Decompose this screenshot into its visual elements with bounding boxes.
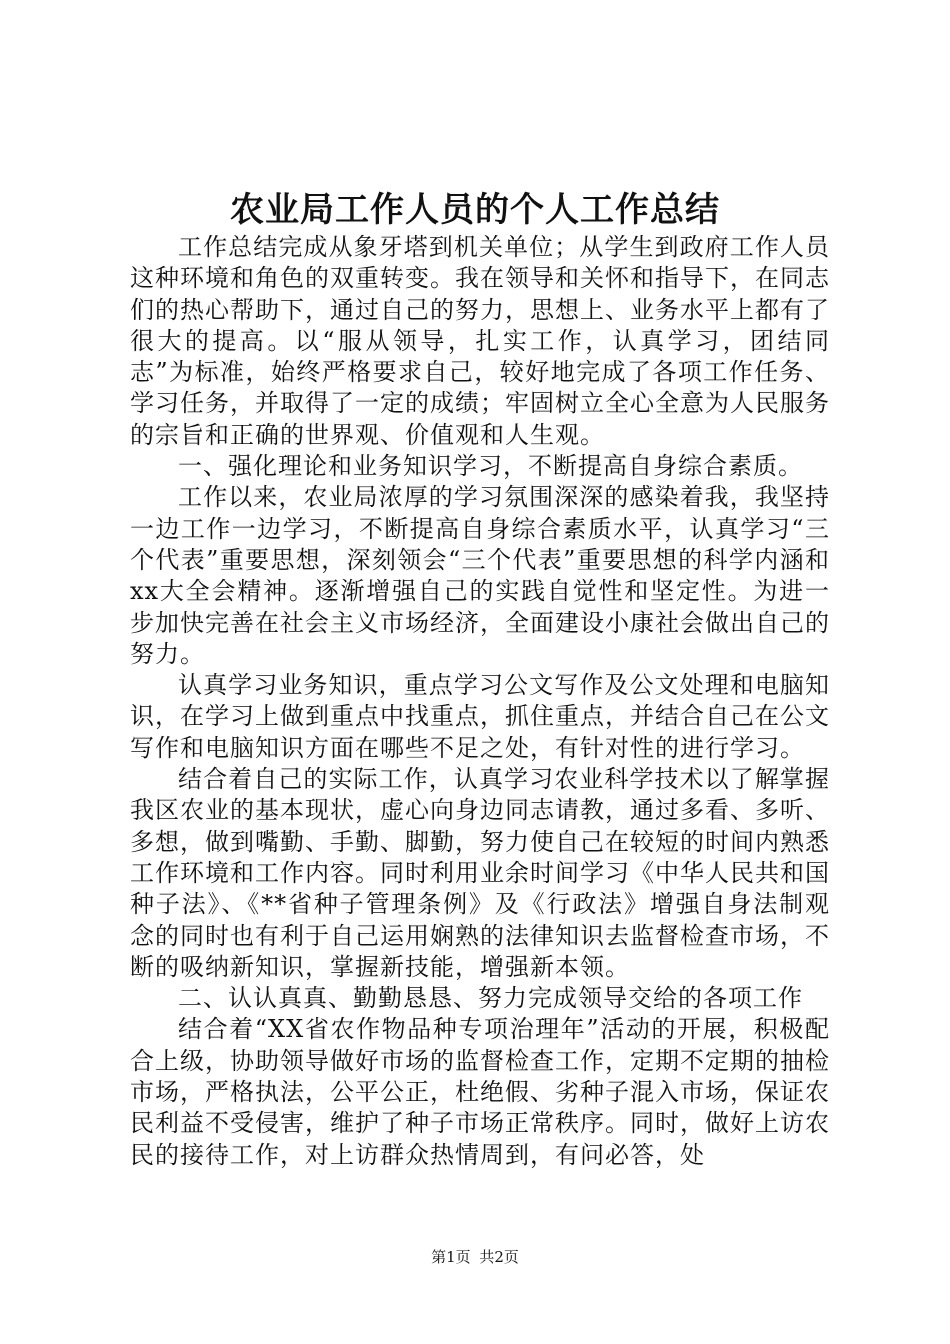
page-footer <box>0 1247 950 1267</box>
paragraph-market-inspection: 结合着“XX省农作物品种专项治理年”活动的开展，积极配合上级，协助领导做好市场的监督检查工作，定期不定期的抽检市场，严格执法，公平公正，杜绝假、劣种子混入市场，保证农民利益不受侵害，维护了种子市场正常秩序。同时，做好上访农民的接待工作，对上访群众热情周到，有问必答，处 <box>130 1015 830 1169</box>
page-number-total: 共2页 <box>479 1248 519 1266</box>
paragraph-practical-work: 结合着自己的实际工作，认真学习农业科学技术以了解掌握我区农业的基本现状，虚心向身边同志请教，通过多看、多听、多想，做到嘴勤、手勤、脚勤，努力使自己在较短的时间内熟悉工作环境和工作内容。同时利用业余时间学习《中华人民共和国种子法》、《**省种子管理条例》及《行政法》增强自身法制观念的同时也有利于自己运用娴熟的法律知识去监督检查市场，不断的吸纳新知识，掌握新技能，增强新本领。 <box>130 765 830 981</box>
document-title: 农业局工作人员的个人工作总结 <box>230 190 720 230</box>
section-heading-2: 二、认认真真、勤勤恳恳、努力完成领导交给的各项工作 <box>178 984 803 1013</box>
page-number-current: 第1页 <box>431 1248 471 1266</box>
paragraph-theory-study: 工作以来，农业局浓厚的学习氛围深深的感染着我，我坚持一边工作一边学习，不断提高自身综合素质水平，认真学习“三个代表”重要思想，深刻领会“三个代表”重要思想的科学内涵和xx大全会精神。逐渐增强自己的实践自觉性和坚定性。为进一步加快完善在社会主义市场经济，全面建设小康社会做出自己的努力。 <box>130 483 830 668</box>
paragraph-intro: 工作总结完成从象牙塔到机关单位；从学生到政府工作人员这种环境和角色的双重转变。我在领导和关怀和指导下，在同志们的热心帮助下，通过自己的努力，思想上、业务水平上都有了很大的提高。以“服从领导，扎实工作，认真学习，团结同志”为标准，始终严格要求自己，较好地完成了各项工作任务、学习任务，并取得了一定的成绩；牢固树立全心全意为人民服务的宗旨和正确的世界观、价值观和人生观。 <box>130 233 830 449</box>
document-body <box>130 232 830 1171</box>
section-heading-1: 一、强化理论和业务知识学习，不断提高自身综合素质。 <box>178 452 803 481</box>
paragraph-business-study: 认真学习业务知识，重点学习公文写作及公文处理和电脑知识，在学习上做到重点中找重点，抓住重点，并结合自己在公文写作和电脑知识方面在哪些不足之处，有针对性的进行学习。 <box>130 671 830 762</box>
